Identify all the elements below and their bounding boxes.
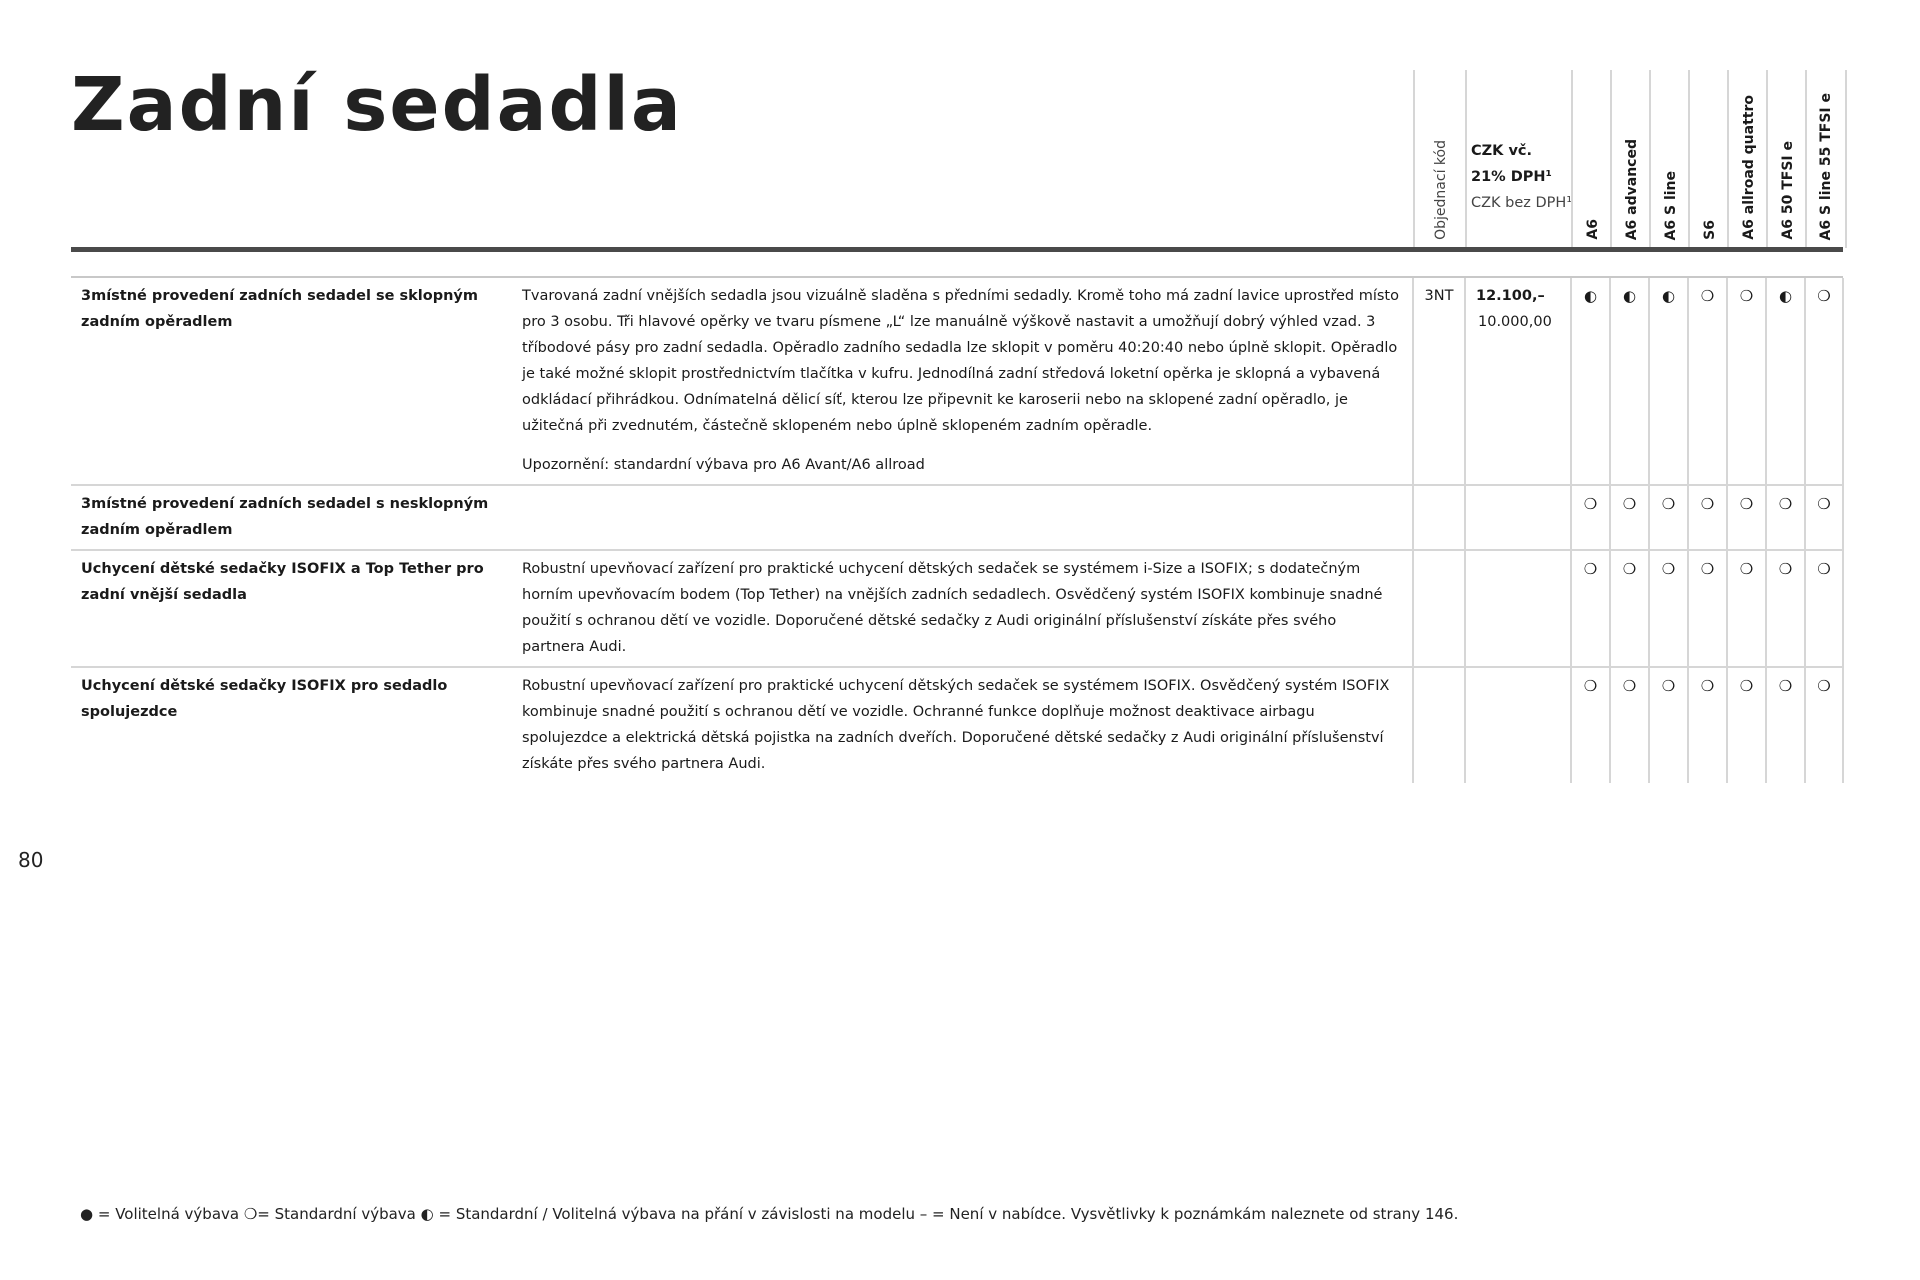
availability-mark: ❍ bbox=[1805, 550, 1843, 667]
availability-mark: ❍ bbox=[1571, 667, 1610, 783]
option-name: 3místné provedení zadních sedadel se sklopným zadním opěradlem bbox=[71, 278, 522, 485]
header-model-a6-50-tfsi-e bbox=[1766, 70, 1807, 248]
header-model-label: S6 bbox=[1701, 220, 1718, 240]
availability-mark: ❍ bbox=[1766, 550, 1805, 667]
availability-mark: ◐ bbox=[1649, 278, 1688, 485]
availability-mark: ❍ bbox=[1688, 278, 1727, 485]
header-model-a6-s-line-55 bbox=[1805, 70, 1847, 248]
option-description: Tvarovaná zadní vnějších sedadla jsou vizuálně sladěna s předními sedadly. Kromě toho má zadní lavice uprostřed místo pro 3 osobu. Tři hlavové opěrky ve tvaru písmene „L“ lze manuálně výškově nastavit a umožňují dobrý výhled vzad. 3 tříbodové pásy pro zadní sedadla. Opěradlo zadního sedadla lze sklopit v poměru 40:20:40 nebo úplně sklopit. Opěradlo je také možné sklopit prostřednictvím tlačítka v kufru. Jednodílná zadní středová loketní opěrka je sklopná a vybavená odkládací přihrádkou. Odnímatelná dělicí síť, kterou lze připevnit ke karoserii nebo na sklopené zadní opěradlo, je užitečná při zvednutém, částečně sklopeném nebo úplně sklopeném zadním opěradle. Upozornění: standardní výbava pro A6 Avant/A6 allroad bbox=[522, 278, 1413, 485]
availability-mark: ❍ bbox=[1610, 485, 1649, 550]
header-price-incl: CZK vč. 21% DPH¹ bbox=[1471, 143, 1552, 185]
header-model-a6-allroad bbox=[1727, 70, 1768, 248]
availability-mark: ❍ bbox=[1805, 278, 1843, 485]
price bbox=[1465, 278, 1571, 485]
option-name: Uchycení dětské sedačky ISOFIX pro sedadlo spolujezdce bbox=[81, 678, 448, 720]
header-order-code bbox=[1413, 70, 1467, 248]
availability-mark: ❍ bbox=[1727, 667, 1766, 783]
availability-mark: ❍ bbox=[1649, 667, 1688, 783]
option-description bbox=[522, 485, 1413, 550]
availability-mark: ❍ bbox=[1727, 550, 1766, 667]
legend: ● = Volitelná výbava ❍= Standardní výbava ◐ = Standardní / Volitelná výbava na přání v závislosti na modelu – = Není v nabídce. Vysvětlivky k poznámkám naleznete od strany 146. bbox=[80, 1205, 1459, 1223]
options-table bbox=[71, 278, 1844, 783]
price bbox=[1465, 550, 1571, 667]
availability-mark: ❍ bbox=[1805, 667, 1843, 783]
header-divider bbox=[71, 247, 1843, 252]
header-model-label: A6 bbox=[1584, 219, 1601, 240]
availability-mark: ❍ bbox=[1805, 485, 1843, 550]
order-code bbox=[1413, 485, 1465, 550]
option-name: Uchycení dětské sedačky ISOFIX a Top Tether pro zadní vnější sedadla bbox=[71, 550, 522, 667]
price bbox=[1465, 667, 1571, 783]
table-row bbox=[71, 667, 1843, 783]
availability-mark: ❍ bbox=[1688, 667, 1727, 783]
header-price bbox=[1465, 70, 1573, 248]
page-title: Zadní sedadla bbox=[71, 62, 683, 148]
order-code bbox=[1413, 667, 1465, 783]
availability-mark: ◐ bbox=[1610, 278, 1649, 485]
availability-mark: ❍ bbox=[1727, 485, 1766, 550]
table-row bbox=[71, 550, 1843, 667]
option-name: 3místné provedení zadních sedadel s nesklopným zadním opěradlem bbox=[71, 485, 522, 550]
availability-mark: ❍ bbox=[1610, 550, 1649, 667]
table-row bbox=[71, 278, 1843, 485]
header-model-a6 bbox=[1571, 70, 1612, 248]
availability-mark: ❍ bbox=[1766, 667, 1805, 783]
header-model-s6 bbox=[1688, 70, 1729, 248]
header-price-excl: CZK bez DPH¹ bbox=[1471, 195, 1573, 211]
header-model-a6-advanced bbox=[1610, 70, 1651, 248]
price-excl-vat: 10.000,00 bbox=[1478, 314, 1552, 330]
option-note: Upozornění: standardní výbava pro A6 Avant/A6 allroad bbox=[522, 457, 925, 473]
availability-mark: ❍ bbox=[1649, 550, 1688, 667]
availability-mark: ❍ bbox=[1727, 278, 1766, 485]
availability-mark: ❍ bbox=[1571, 485, 1610, 550]
header-model-label: A6 advanced bbox=[1623, 138, 1640, 240]
availability-mark: ❍ bbox=[1649, 485, 1688, 550]
header-model-label: A6 50 TFSI e bbox=[1779, 141, 1796, 240]
availability-mark: ◐ bbox=[1571, 278, 1610, 485]
header-model-label: A6 S line bbox=[1662, 170, 1679, 240]
availability-mark: ❍ bbox=[1688, 485, 1727, 550]
header-model-label: A6 allroad quattro bbox=[1740, 95, 1757, 240]
order-code: 3NT bbox=[1413, 278, 1465, 485]
price bbox=[1465, 485, 1571, 550]
availability-mark: ❍ bbox=[1766, 485, 1805, 550]
header-order-code-label: Objednací kód bbox=[1433, 140, 1449, 240]
availability-mark: ❍ bbox=[1610, 667, 1649, 783]
page-number: 80 bbox=[18, 848, 44, 872]
order-code bbox=[1413, 550, 1465, 667]
option-description: Robustní upevňovací zařízení pro praktické uchycení dětských sedaček se systémem ISOFIX. Osvědčený systém ISOFIX kombinuje snadné použití s ochranou dětí ve vozidle. Ochranné funkce doplňuje možnost deaktivace airbagu spolujezdce a elektrická dětská pojistka na zadních dveřích. Doporučené dětské sedačky z Audi originální příslušenství získáte přes svého partnera Audi. bbox=[522, 678, 1390, 772]
table-row bbox=[71, 485, 1843, 550]
availability-mark: ❍ bbox=[1688, 550, 1727, 667]
availability-mark: ❍ bbox=[1571, 550, 1610, 667]
option-description: Robustní upevňovací zařízení pro praktické uchycení dětských sedaček se systémem i-Size a ISOFIX; s dodatečným horním upevňovacím bodem (Top Tether) na vnějších zadních sedadlech. Osvědčený systém ISOFIX kombinuje snadné použití s ochranou dětí ve vozidle. Doporučené dětské sedačky z Audi originální příslušenství získáte přes svého partnera Audi. bbox=[522, 550, 1413, 667]
header-model-label: A6 S line 55 TFSI e bbox=[1818, 92, 1834, 240]
price-incl-vat: 12.100,– bbox=[1476, 288, 1545, 304]
availability-mark: ◐ bbox=[1766, 278, 1805, 485]
header-model-a6-s-line bbox=[1649, 70, 1690, 248]
